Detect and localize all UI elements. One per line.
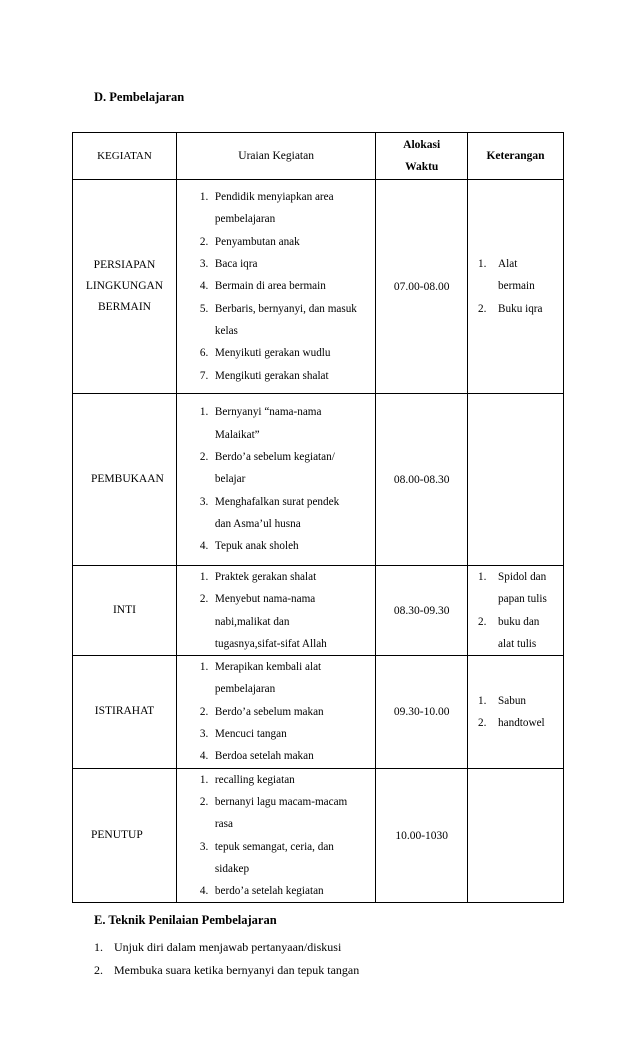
list-item-text: pembelajaran <box>214 213 276 226</box>
description-list <box>177 401 375 557</box>
list-item <box>177 701 375 723</box>
list-item-text: Merapikan kembali alat <box>214 661 322 674</box>
activity-table <box>72 132 564 903</box>
notes-list <box>468 253 563 320</box>
list-item <box>94 936 359 959</box>
list-number: 4. <box>199 750 209 763</box>
time-cell: 08.30-09.30 <box>376 566 468 656</box>
list-item-text: tepuk semangat, ceria, dan <box>214 840 334 853</box>
list-number: 2. <box>478 716 487 729</box>
list-number: 1. <box>199 773 209 786</box>
notes-cell <box>468 180 564 394</box>
list-number: 2. <box>199 795 209 808</box>
list-number: 5. <box>199 302 209 315</box>
list-item-text: Berdo’a sebelum kegiatan/ <box>214 451 335 464</box>
list-number: 2. <box>478 302 487 315</box>
list-item-text: Berdoa setelah makan <box>214 750 314 763</box>
list-item <box>177 298 375 343</box>
list-item <box>177 880 375 902</box>
list-number: 4. <box>199 280 209 293</box>
notes-list <box>468 690 563 735</box>
list-item-text: bernanyi lagu macam-macam <box>214 795 348 808</box>
table-header-row <box>73 133 564 180</box>
list-item <box>177 656 375 701</box>
list-item-text: Mencuci tangan <box>214 728 287 741</box>
list-number: 2. <box>199 593 209 606</box>
evaluation-text: Membuka suara ketika bernyanyi dan tepuk tangan <box>114 963 360 977</box>
list-item <box>177 769 375 791</box>
section-e-title: E. Teknik Penilaian Pembelajaran <box>94 913 277 927</box>
list-item <box>177 186 375 231</box>
activity-name: BERMAIN <box>97 301 151 313</box>
list-item <box>177 836 375 881</box>
description-cell <box>176 566 375 656</box>
description-list <box>177 566 375 655</box>
list-item-text: Pendidik menyiapkan area <box>214 191 334 204</box>
time-cell: 09.30-10.00 <box>376 656 468 768</box>
list-number: 1. <box>478 571 487 583</box>
table-row <box>73 566 564 656</box>
list-number: 1. <box>478 258 487 271</box>
list-number: 2. <box>478 615 487 628</box>
activity-cell <box>73 180 177 394</box>
list-item <box>468 712 563 734</box>
list-number: 1. <box>199 191 209 204</box>
list-item-text: Malaikat” <box>214 428 260 441</box>
list-item-text: Menghafalkan surat pendek <box>214 495 340 508</box>
description-cell <box>176 394 375 566</box>
notes-cell <box>468 566 564 656</box>
list-number: 2. <box>199 705 209 718</box>
list-item <box>177 535 375 557</box>
list-item <box>468 690 563 712</box>
note-text: Buku iqra <box>498 302 543 315</box>
description-cell <box>176 180 375 394</box>
list-item-text: pembelajaran <box>214 683 276 696</box>
note-text: papan tulis <box>498 593 547 606</box>
section-d-title: D. Pembelajaran <box>94 90 185 104</box>
table-row <box>73 768 564 903</box>
list-number: 1. <box>199 571 209 583</box>
list-item-text: Baca iqra <box>214 258 258 271</box>
list-item <box>177 566 375 588</box>
list-item <box>177 491 375 536</box>
list-item <box>177 446 375 491</box>
list-item <box>177 401 375 446</box>
note-text: Alat <box>498 258 518 271</box>
table-row <box>73 656 564 768</box>
list-number: 3. <box>199 728 209 741</box>
table-row <box>73 394 564 566</box>
list-item <box>177 588 375 655</box>
note-text: Sabun <box>498 694 527 707</box>
list-item <box>177 231 375 253</box>
list-number: 2. <box>94 963 103 977</box>
list-number: 3. <box>199 495 209 508</box>
notes-cell <box>468 768 564 903</box>
header-alokasi <box>376 133 468 180</box>
list-item-text: Berbaris, bernyanyi, dan masuk <box>214 302 357 315</box>
note-text: alat tulis <box>498 637 537 650</box>
list-item <box>468 566 563 611</box>
activity-name: LINGKUNGAN <box>85 280 164 292</box>
note-text: Spidol dan <box>498 571 547 583</box>
list-item-text: dan Asma’ul husna <box>214 517 301 530</box>
activity-name: PEMBUKAAN <box>91 473 164 485</box>
list-number: 4. <box>199 540 209 553</box>
list-item <box>468 611 563 656</box>
list-item <box>177 745 375 767</box>
list-item-text: Praktek gerakan shalat <box>214 571 317 583</box>
header-kegiatan: KEGIATAN <box>73 133 177 180</box>
header-keterangan: Keterangan <box>468 133 564 180</box>
note-text: handtowel <box>498 716 545 729</box>
time-cell: 10.00-1030 <box>376 768 468 903</box>
time-cell: 07.00-08.00 <box>376 180 468 394</box>
list-number: 1. <box>199 661 209 674</box>
list-item <box>177 723 375 745</box>
table-row <box>73 180 564 394</box>
list-number: 1. <box>94 940 103 954</box>
header-alokasi-line1: Alokasi <box>403 139 441 151</box>
note-text: bermain <box>498 280 535 293</box>
list-item <box>177 253 375 275</box>
table-body <box>73 180 564 903</box>
list-item-text: Tepuk anak sholeh <box>214 540 299 553</box>
header-uraian: Uraian Kegiatan <box>176 133 375 180</box>
list-number: 4. <box>199 885 209 898</box>
evaluation-text: Unjuk diri dalam menjawab pertanyaan/diskusi <box>114 940 342 954</box>
list-item-text: rasa <box>214 818 233 831</box>
list-number: 1. <box>478 694 487 707</box>
list-number: 1. <box>199 406 209 419</box>
list-item-text: sidakep <box>214 862 250 875</box>
list-item-text: Menyebut nama-nama <box>214 593 316 606</box>
activity-cell <box>73 768 177 903</box>
list-item-text: berdo’a setelah kegiatan <box>214 885 324 898</box>
list-item-text: kelas <box>214 324 238 337</box>
list-item-text: Berdo’a sebelum makan <box>214 705 324 718</box>
list-item-text: Mengikuti gerakan shalat <box>214 369 329 382</box>
list-item <box>177 342 375 364</box>
description-cell <box>176 656 375 768</box>
list-number: 2. <box>199 451 209 464</box>
list-number: 6. <box>199 347 209 360</box>
list-item-text: recalling kegiatan <box>214 773 295 786</box>
description-cell <box>176 768 375 903</box>
notes-cell <box>468 394 564 566</box>
list-item <box>468 298 563 320</box>
activity-name: ISTIRAHAT <box>94 705 155 718</box>
list-item-text: Bernyanyi “nama-nama <box>214 406 322 419</box>
list-item-text: tugasnya,sifat-sifat Allah <box>214 637 327 650</box>
notes-cell <box>468 656 564 768</box>
list-item-text: nabi,malikat dan <box>214 615 290 628</box>
list-item-text: Menyikuti gerakan wudlu <box>214 347 331 360</box>
activity-name: PERSIAPAN <box>93 259 156 271</box>
list-item <box>177 791 375 836</box>
activity-name: PENUTUP <box>91 829 143 842</box>
list-item <box>468 253 563 298</box>
list-number: 7. <box>199 369 209 382</box>
description-list <box>177 186 375 387</box>
activity-cell <box>73 656 177 768</box>
list-number: 3. <box>199 258 209 271</box>
list-number: 3. <box>199 840 209 853</box>
description-list <box>177 656 375 767</box>
list-item <box>94 959 359 982</box>
description-list <box>177 769 375 903</box>
activity-cell <box>73 394 177 566</box>
evaluation-list <box>94 936 359 982</box>
notes-list <box>468 566 563 655</box>
activity-cell <box>73 566 177 656</box>
time-cell: 08.00-08.30 <box>376 394 468 566</box>
list-item <box>177 275 375 297</box>
list-item <box>177 365 375 387</box>
note-text: buku dan <box>498 615 540 628</box>
list-item-text: belajar <box>214 473 246 486</box>
list-item-text: Penyambutan anak <box>214 235 300 248</box>
list-number: 2. <box>199 235 209 248</box>
activity-name: INTI <box>112 604 136 617</box>
header-alokasi-line2: Waktu <box>405 161 439 173</box>
list-item-text: Bermain di area bermain <box>214 280 326 293</box>
